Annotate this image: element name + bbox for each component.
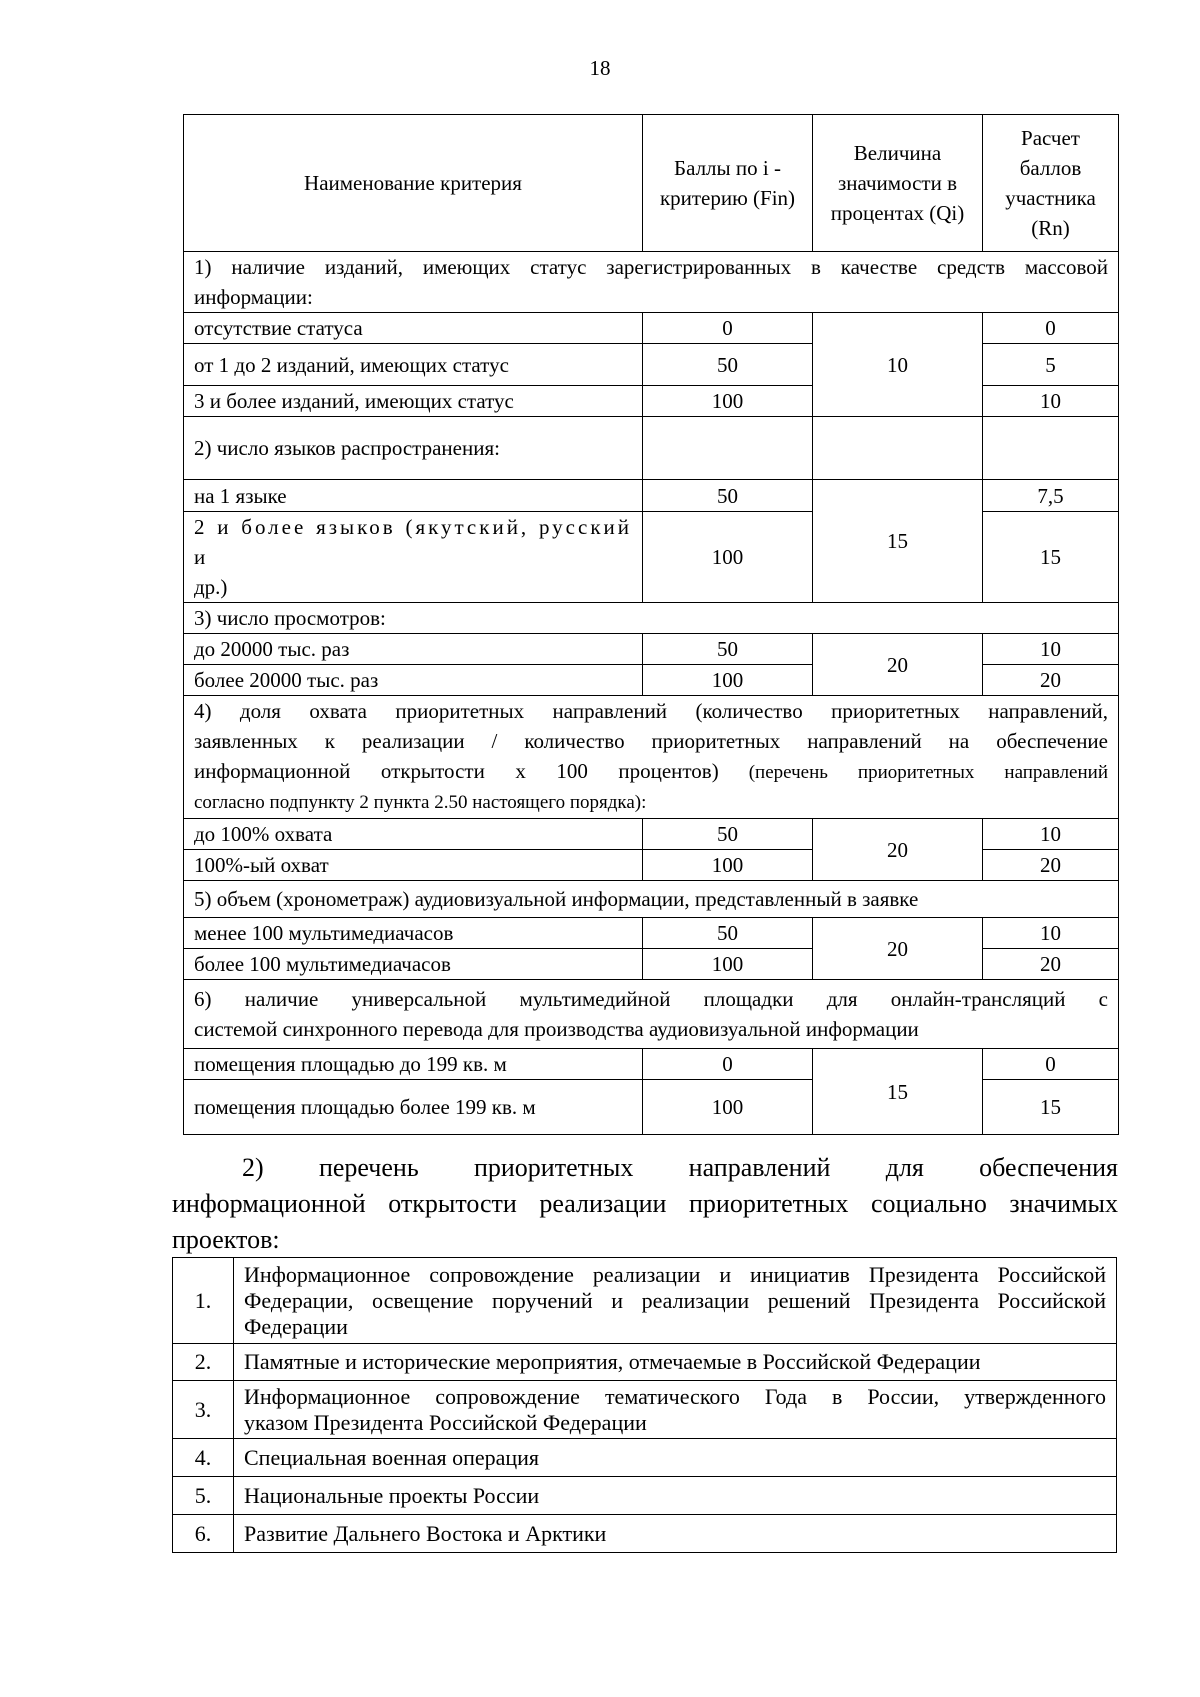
direction-number: 2.: [173, 1344, 234, 1381]
criterion-name: отсутствие статуса: [184, 313, 643, 344]
criterion-result: 10: [983, 386, 1119, 417]
criterion-name: помещения площадью более 199 кв. м: [184, 1080, 643, 1135]
header-weight: [813, 115, 983, 252]
direction-text: [234, 1258, 1117, 1344]
criterion-result: 0: [983, 1049, 1119, 1080]
header-calc-line: (Rn): [1031, 216, 1070, 240]
criterion-points: 100: [643, 850, 813, 881]
criterion-result: 20: [983, 949, 1119, 980]
section-title-row: [184, 881, 1119, 918]
header-points-line: Баллы по i -: [674, 156, 781, 180]
header-criterion-name: Наименование критерия: [184, 115, 643, 252]
header-calc-line: баллов: [1019, 156, 1082, 180]
section-4-title: [184, 696, 1119, 819]
header-weight-line: значимости в: [837, 171, 958, 195]
section-1-line: информации:: [194, 285, 313, 309]
criterion-result: 15: [983, 512, 1119, 603]
criterion-name: помещения площадью до 199 кв. м: [184, 1049, 643, 1080]
section-4-line: 4) доля охвата приоритетных направлений (количество приоритетных направлений,: [194, 699, 1108, 723]
section-title-row: [184, 252, 1119, 313]
criterion-result: 10: [983, 634, 1119, 665]
direction-row: [173, 1344, 1117, 1381]
section-6-title: [184, 980, 1119, 1049]
paragraph-line: проектов:: [172, 1225, 280, 1254]
criterion-points: 100: [643, 665, 813, 696]
criterion-points: 50: [643, 480, 813, 512]
criterion-name: от 1 до 2 изданий, имеющих статус: [184, 344, 643, 386]
criteria-row: [184, 313, 1119, 344]
directions-table: [172, 1257, 1117, 1553]
section-1-title: [184, 252, 1119, 313]
criterion-weight: 20: [813, 634, 983, 696]
empty-cell: [643, 417, 813, 480]
direction-text: [234, 1381, 1117, 1439]
criterion-result: 5: [983, 344, 1119, 386]
header-calc-line: Расчет: [1021, 126, 1080, 150]
criterion-points: 50: [643, 344, 813, 386]
criterion-weight: 20: [813, 918, 983, 980]
directions-paragraph: [172, 1150, 1118, 1258]
criterion-result: 15: [983, 1080, 1119, 1135]
section-4-line-part: информационной открытости х 100 процентов): [194, 759, 719, 783]
section-title-row: [184, 696, 1119, 819]
criterion-result: 20: [983, 850, 1119, 881]
criterion-result: 7,5: [983, 480, 1119, 512]
direction-text: Памятные и исторические мероприятия, отмечаемые в Российской Федерации: [234, 1344, 1117, 1381]
criterion-name: до 100% охвата: [184, 819, 643, 850]
criterion-points: 100: [643, 1080, 813, 1135]
criterion-name: более 100 мультимедиачасов: [184, 949, 643, 980]
criterion-name: более 20000 тыс. раз: [184, 665, 643, 696]
criterion-weight: 15: [813, 1049, 983, 1135]
empty-cell: [813, 417, 983, 480]
criterion-name-line: др.): [194, 575, 228, 599]
criterion-points: 0: [643, 313, 813, 344]
criterion-name: до 20000 тыс. раз: [184, 634, 643, 665]
header-calc: [983, 115, 1119, 252]
section-title-row: [184, 417, 1119, 480]
section-4-line: согласно подпункту 2 пункта 2.50 настоящего порядка):: [194, 792, 647, 813]
direction-row: [173, 1258, 1117, 1344]
direction-text: Национальные проекты России: [234, 1477, 1117, 1515]
criterion-result: 0: [983, 313, 1119, 344]
criterion-result: 10: [983, 918, 1119, 949]
section-3-title: 3) число просмотров:: [184, 603, 1119, 634]
header-weight-line: процентах (Qi): [830, 201, 965, 225]
criterion-weight: 20: [813, 819, 983, 881]
criteria-row: [184, 1049, 1119, 1080]
section-4-line-part: (перечень приоритетных направлений: [718, 762, 1108, 783]
criterion-name: 3 и более изданий, имеющих статус: [184, 386, 643, 417]
criteria-row: [184, 918, 1119, 949]
paragraph-line: 2) перечень приоритетных направлений для обеспечения: [242, 1153, 1118, 1182]
section-4-line: заявленных к реализации / количество приоритетных направлений на обеспечение: [194, 729, 1108, 753]
criterion-name: на 1 языке: [184, 480, 643, 512]
criterion-weight: 15: [813, 480, 983, 603]
page-number: 18: [589, 56, 611, 80]
direction-number: 1.: [173, 1258, 234, 1344]
section-1-line: 1) наличие изданий, имеющих статус зарегистрированных в качестве средств массовой: [194, 255, 1108, 279]
criterion-result: 10: [983, 819, 1119, 850]
criterion-name: 100%-ый охват: [184, 850, 643, 881]
criterion-points: 50: [643, 634, 813, 665]
direction-row: [173, 1477, 1117, 1515]
section-4-line: [194, 756, 1108, 788]
direction-text-line: указом Президента Российской Федерации: [244, 1409, 647, 1435]
header-points-line: критерию (Fin): [659, 186, 796, 210]
criteria-table: [183, 114, 1119, 1135]
section-5-title: 5) объем (хронометраж) аудиовизуальной информации, представленный в заявке: [184, 881, 1119, 918]
criterion-points: 100: [643, 512, 813, 603]
paragraph-line: информационной открытости реализации приоритетных социально значимых: [172, 1189, 1118, 1218]
criterion-points: 0: [643, 1049, 813, 1080]
criterion-result: 20: [983, 665, 1119, 696]
header-points: [643, 115, 813, 252]
criteria-row: [184, 480, 1119, 512]
header-calc-line: участника: [1005, 186, 1096, 210]
direction-row: [173, 1515, 1117, 1553]
direction-row: [173, 1439, 1117, 1477]
direction-text-line: Федерации, освещение поручений и реализации решений Президента Российской: [244, 1287, 1106, 1313]
direction-number: 6.: [173, 1515, 234, 1553]
section-2-title: 2) число языков распространения:: [184, 417, 643, 480]
criterion-points: 50: [643, 819, 813, 850]
criteria-row: [184, 634, 1119, 665]
direction-text-line: Федерации: [244, 1313, 348, 1339]
criterion-points: 100: [643, 949, 813, 980]
direction-text-line: Информационное сопровождение тематического Года в России, утвержденного: [244, 1383, 1106, 1409]
criteria-row: [184, 819, 1119, 850]
direction-number: 4.: [173, 1439, 234, 1477]
section-title-row: [184, 980, 1119, 1049]
empty-cell: [983, 417, 1119, 480]
criterion-name-line: 2 и более языков (якутский, русский и: [194, 515, 632, 569]
direction-number: 3.: [173, 1381, 234, 1439]
direction-text: Специальная военная операция: [234, 1439, 1117, 1477]
header-weight-line: Величина: [853, 141, 942, 165]
criterion-points: 50: [643, 918, 813, 949]
section-6-line: системой синхронного перевода для производства аудиовизуальной информации: [194, 1017, 919, 1041]
direction-text: Развитие Дальнего Востока и Арктики: [234, 1515, 1117, 1553]
criterion-name: менее 100 мультимедиачасов: [184, 918, 643, 949]
criteria-header-row: [184, 115, 1119, 252]
direction-number: 5.: [173, 1477, 234, 1515]
direction-row: [173, 1381, 1117, 1439]
section-6-line: 6) наличие универсальной мультимедийной площадки для онлайн-трансляций с: [194, 987, 1108, 1011]
criterion-points: 100: [643, 386, 813, 417]
direction-text-line: Информационное сопровождение реализации и инициатив Президента Российской: [244, 1261, 1106, 1287]
criterion-weight: 10: [813, 313, 983, 417]
section-title-row: [184, 603, 1119, 634]
criterion-name: [184, 512, 643, 603]
